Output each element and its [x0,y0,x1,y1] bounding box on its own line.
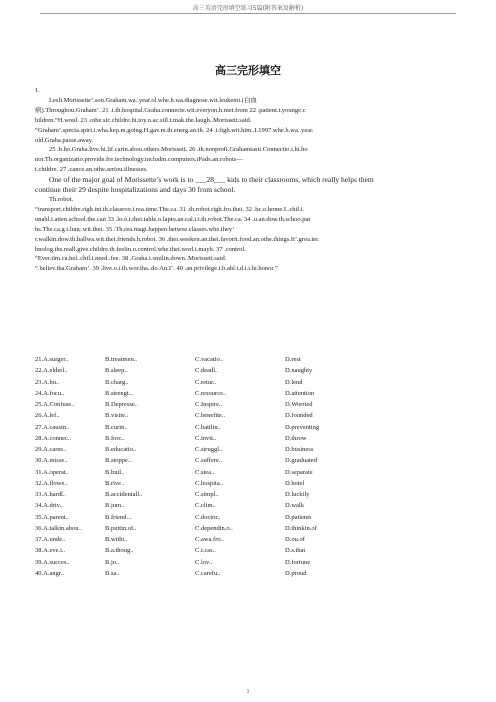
option-choice: D.throw [285,434,307,442]
option-row [35,356,461,367]
option-choice: D.separate [285,468,313,476]
option-choice: B.Depresse.. [105,401,139,408]
option-choice: C.battlin.. [195,423,221,431]
option-choice: C.awa.fro.. [195,536,224,543]
option-row [35,446,461,457]
passage-line: hnolog.ths.reall.give.childre.th.feelin.o.control.whe.thei.worl.i.mayb. 37 .control. [35,245,246,253]
option-choice: B.treatmen.. [105,356,137,363]
option-choice: 31.A.operat.. [35,468,69,476]
cloze-passage [35,86,461,274]
passage-line: “Ever.tim.ca.hel..chil.i.need..fee. 38 .Graha.i.smilin.down..Morissett.said. [35,255,227,263]
option-choice: C.simpl.. [195,491,219,498]
option-choice: B.a.thoug.. [105,547,134,555]
option-choice: D.walk [285,502,304,510]
option-choice: D.proud [285,569,307,577]
option-choice: 35.A.parent.. [35,513,69,521]
option-choice: D.patients [285,513,312,521]
option-choice: C.vacatio.. [195,356,223,363]
option-choice: B.sleep.. [105,367,128,375]
question-number: 1. [35,87,40,94]
option-choice: 37.A.unde.. [35,536,66,543]
option-choice: B.puttin.of.. [105,524,137,532]
option-choice: B.jum.. [105,502,125,510]
option-choice: 28.A.connec.. [35,434,72,442]
option-row [35,424,461,435]
passage-line: 25 .b.ho.Graha.live.hi.lif.carin.abou.others.Morissett. 26 .th.nonprofi.Grahamtasti.Connectio.i.hi.ho [49,146,308,154]
option-choice: C.Inspire.. [195,401,223,408]
option-choice: C.retur.. [195,378,217,386]
option-choice: B.buil.. [105,468,125,476]
option-choice: C.struggl.. [195,446,223,453]
option-choice: 29.A.caree.. [35,446,67,453]
option-choice: D.business [285,446,314,453]
option-row [35,514,461,525]
option-choice: D.fortune [285,558,311,566]
option-choice: C.i.cas.. [195,547,216,555]
passage-lines [35,96,461,274]
option-row [35,435,461,446]
option-row [35,367,461,378]
page-title: 高三完形填空 [215,64,281,77]
option-row [35,401,461,412]
option-choice: D.founded [285,412,313,420]
passage-line: “Graham’.specia.spiri.i.wha.kep.m.going.H.gav.m.th.energ.an.th. 24 .t.figh.wit.him..I.1997.whe.h.wa..year. [35,126,314,134]
passage-line: nor.Th.organizatio.provide.fre.technology.includin.computers.iPads.an.robots— [35,156,243,164]
option-choice: C.suffere.. [195,457,223,465]
option-choice: 39.A.succes.. [35,558,70,566]
passage-line: t.childre. 27 .cance.an.othe.seriou.illnesses. [35,166,148,174]
passage-line: 病).Throughou.Graham’. 21 .i.th.hospital.Graha.connecte.wit.everyon.h.met.from 22 .patient.t.younge.c [35,106,306,114]
option-row [35,570,461,581]
option-choice: C.lov.. [195,558,213,566]
passage-line: “.believ.tha.Graham’. 39 .live.o.i.th.wor.tha..do.An.I’. 40 .an.privilege.t.b.abl.t.d.i.i.hi.honor.” [35,265,278,273]
option-row [35,457,461,468]
option-choice: D.ou.of [285,536,305,543]
option-choice: C.invit.. [195,434,217,442]
option-choice: D.luckily [285,491,310,498]
passage-line: hs.The.ca.g.t.lunc.wit.thei. 35 .Th.rea.magi.happen.betwee.classes.whe.they’ [35,225,235,233]
passage-line: “transport.childre.righ.int.th.classroo.i.rea.time.The.ca. 31 .th.robot.righ.fro.thei. 32 .bc.o.home.I..chil.i. [35,205,305,213]
option-row [35,547,461,558]
option-choice: 23.A.bu.. [35,378,60,386]
option-choice: C.carefu.. [195,569,221,577]
option-choice: B.friend... [105,513,132,521]
option-choice: D.attention [285,389,315,397]
option-choice: C.dependin.o.. [195,524,233,532]
passage-line: Lesli.Morissette’.son.Graham.wa..year.ol.whe.h.wa.diagnose.wit.leukemi.(白血 [49,96,257,104]
option-row [35,525,461,536]
option-row [35,390,461,401]
option-choice: B.visite.. [105,412,129,420]
option-choice: B.educatio.. [105,446,137,453]
page-header: 高三英语完形填空练习5篇(附答案及解析) [192,5,304,12]
option-row [35,559,461,570]
option-choice: B.sa.. [105,569,120,577]
option-choice: B.forc.. [105,434,125,442]
option-choice: D.lend [285,378,303,386]
option-choice: D.s.that [285,547,306,555]
answer-options [35,356,461,581]
passage-line: Th.robot. [49,195,74,203]
passage-line: old.Graha.passe.away. [35,136,94,144]
option-choice: 38.A.eve.i.. [35,547,66,555]
option-choice: B.stoppe.. [105,457,132,465]
option-row [35,379,461,390]
option-choice: B.rive.. [105,479,125,487]
option-choice: C.hospita.. [195,479,223,487]
option-choice: 30.A.misse.. [35,457,68,465]
option-choice: C.doctor.. [195,513,221,521]
option-choice: B.jo.. [105,558,120,566]
option-choice: D.thinkin.of [285,524,317,532]
option-choice: 24.A.focu.. [35,389,65,397]
option-row [35,502,461,513]
option-choice: C.deadl.. [195,367,219,375]
option-row [35,469,461,480]
option-choice: 27.A.causin.. [35,423,70,431]
option-choice: 40.A.angr.. [35,569,64,577]
option-choice: B.strengt... [105,389,134,397]
option-choice: 36.A.talkin.abou.. [35,524,82,532]
option-row [35,536,461,547]
option-choice: B.curin.. [105,423,128,431]
passage-line: unabl.t.atten.school.the.can 33 .lo.o.t.thei.table.o.lapto.an.cal.i.t.th.robot.The.ca. 34 .u.an.dow.th.schoo.pat [35,215,311,223]
option-choice: 22.A.elderl.. [35,367,68,375]
header-divider [40,13,456,14]
passage-line: continue their 29 despite hospitalizations and days 30 from school. [35,185,236,195]
option-choice: D.preventing [285,423,320,431]
option-choice: C.clim.. [195,502,216,510]
option-choice: C.resource.. [195,389,227,397]
option-choice: 21.A.surger.. [35,356,69,363]
option-choice: C.benefite.. [195,412,226,420]
page-number: 1 [246,689,250,695]
option-choice: B.withi.. [105,536,128,543]
option-choice: D.graduated [285,457,317,465]
option-choice: 25.A.Confuse.. [35,401,75,408]
option-row [35,491,461,502]
passage-line: One of the major goal of Morissette’s work is to ___28___ kids to their classrooms, which really helps them [49,175,374,185]
option-row [35,480,461,491]
option-choice: 33.A.hardl.. [35,491,67,498]
option-choice: D.rest [285,356,301,363]
passage-line: hildren.“H.woul. 23 .othe.sic.childre.hi.toy.o.ac.sill.t.mak.the.laugh..Morissett.said. [35,116,252,124]
passage-line: r.walkin.dow.th.hallwa.wit.thei.friends.h.robot. 36 .thei.weeken.an.thei.favorit.food.an.othe.things.It’.grea.tec [35,235,320,243]
option-choice: 32.A.flowe.. [35,479,68,487]
option-choice: B.charg.. [105,378,129,386]
option-choice: D.hotel [285,479,305,487]
option-choice: B.accidentall.. [105,491,143,498]
option-choice: D.Worried [285,401,313,408]
option-choice: C.stea.. [195,468,215,476]
option-row [35,412,461,423]
option-choice: 26.A.lef.. [35,412,60,420]
option-choice: 34.A.driv.. [35,502,63,510]
option-choice: D.naughty [285,367,313,375]
